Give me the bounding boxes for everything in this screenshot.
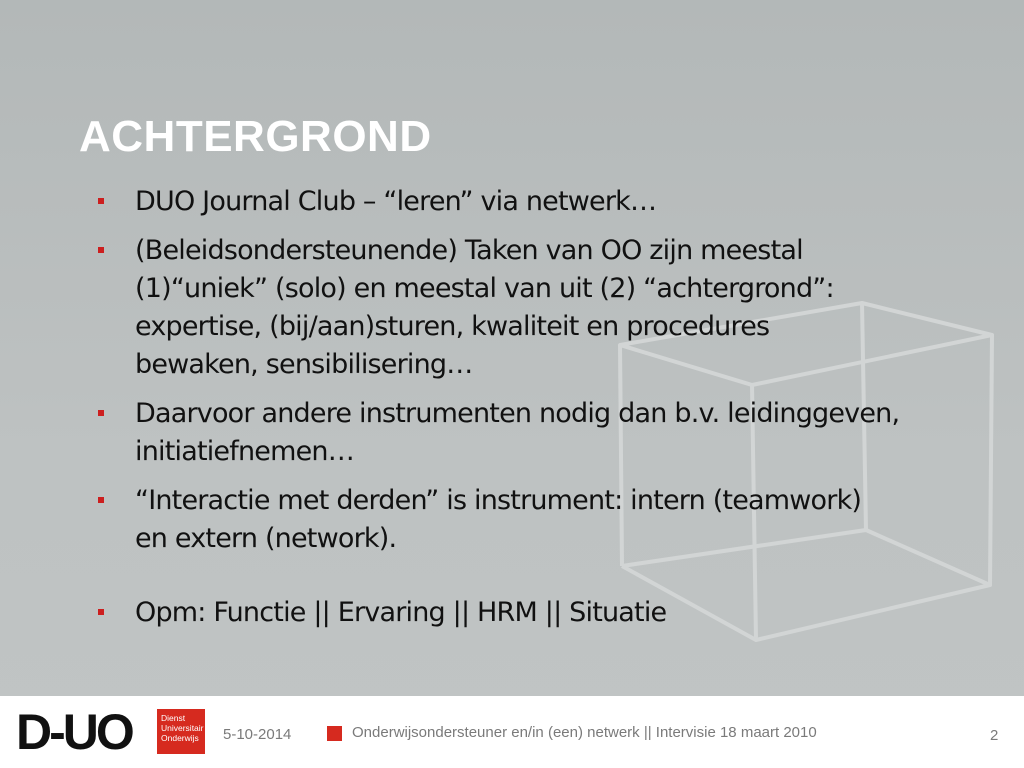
bullet-square-icon — [98, 609, 104, 615]
footer-red-square-icon — [327, 726, 342, 741]
bullet-line: Opm: Functie || Ervaring || HRM || Situatie — [135, 597, 667, 628]
bullet-line: (Beleidsondersteunende) Taken van OO zijn meestal — [135, 235, 803, 266]
page-number: 2 — [990, 727, 999, 744]
svg-text:Dienst: Dienst — [161, 713, 186, 723]
svg-text:Onderwijs: Onderwijs — [161, 733, 199, 743]
footer-caption: Onderwijsondersteuner en/in (een) netwerk || Intervisie 18 maart 2010 — [352, 724, 817, 741]
bullet-square-icon — [98, 410, 104, 416]
bullet-square-icon — [98, 198, 104, 204]
svg-text:Universitair: Universitair — [161, 723, 204, 733]
bullet-line: (1)“uniek” (solo) en meestal van uit (2) “achtergrond”: — [135, 273, 834, 304]
bullet-item — [96, 482, 976, 558]
bullet-item — [96, 395, 976, 471]
bullet-line: DUO Journal Club – “leren” via netwerk… — [135, 186, 657, 217]
bullet-item — [96, 594, 976, 632]
svg-text:D-UO: D-UO — [16, 709, 132, 755]
bullet-line: bewaken, sensibilisering… — [135, 349, 473, 380]
bullet-line: “Interactie met derden” is instrument: intern (teamwork) — [135, 485, 862, 516]
bullet-item — [96, 183, 976, 221]
bullet-line: Daarvoor andere instrumenten nodig dan b.v. leidinggeven, — [135, 398, 900, 429]
bullet-square-icon — [98, 497, 104, 503]
footer-date: 5-10-2014 — [223, 726, 292, 743]
bullet-line: initiatiefnemen… — [135, 436, 354, 467]
bullet-item — [96, 232, 976, 384]
bullet-list — [96, 183, 976, 643]
duo-logo — [16, 709, 208, 755]
bullet-line: expertise, (bij/aan)sturen, kwaliteit en procedures — [135, 311, 770, 342]
bullet-square-icon — [98, 247, 104, 253]
slide-title: ACHTERGROND — [79, 112, 432, 161]
bullet-line: en extern (network). — [135, 523, 397, 554]
